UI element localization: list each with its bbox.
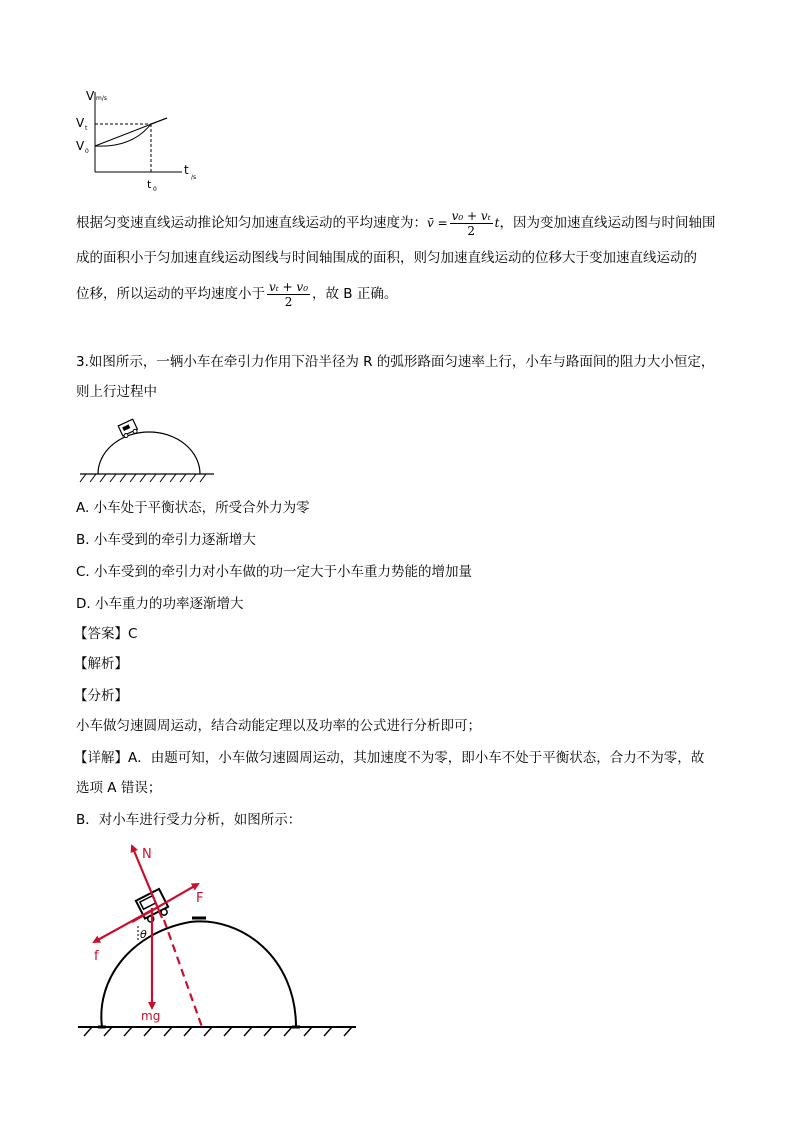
para1-line3: 位移，所以运动的平均速度小于 $\frac{\text{vₜ + v₀}}{2}$ ，故 B 正确。 xyxy=(76,279,398,309)
vt-label: V xyxy=(76,116,85,130)
label-f: f xyxy=(94,949,99,964)
car-icon xyxy=(118,419,138,438)
v0-sub: 0 xyxy=(85,148,89,155)
option-c: C. 小车受到的牵引力对小车做的功一定大于小车重力势能的增加量 xyxy=(76,564,473,580)
label-F: F xyxy=(196,891,204,906)
vt-sub: t xyxy=(85,125,88,132)
fraction-avg1: $\frac{\text{v₀ + vₜ}}{2}$ xyxy=(451,208,491,238)
t-axis-label: t xyxy=(184,163,189,177)
fenxi-heading: 【分析】 xyxy=(74,688,128,704)
v-axis-unit: m/s xyxy=(96,95,107,102)
label-mg: mg xyxy=(141,1009,161,1023)
question3-line1: 3.如图所示，一辆小车在牵引力作用下沿半径为 R 的弧形路面匀速率上行，小车与路面间的阻力大小恒定， xyxy=(76,354,715,370)
detail-line3: B．对小车进行受力分析，如图所示： xyxy=(76,812,302,828)
hill-car-figure xyxy=(74,416,224,486)
force-diagram xyxy=(70,838,370,1043)
t-axis-unit: /s xyxy=(191,174,197,181)
v-axis-label: V xyxy=(86,89,95,103)
label-theta: θ xyxy=(140,928,147,941)
para1-line2: 成的面积小于匀加速直线运动图线与时间轴围成的面积，则匀加速直线运动的位移大于变加速直线运动的 xyxy=(76,250,697,266)
option-b: B. 小车受到的牵引力逐渐增大 xyxy=(76,532,256,548)
t0-label: t xyxy=(147,178,152,191)
v0-label: V xyxy=(76,139,85,153)
vbar: v̄ = xyxy=(427,216,448,230)
option-d: D. 小车重力的功率逐渐增大 xyxy=(76,596,244,612)
label-N: N xyxy=(142,847,152,862)
analysis-heading: 【解析】 xyxy=(74,656,128,672)
para1-line1: 根据匀变速直线运动推论知匀加速直线运动的平均速度为：v̄ = $\frac{\text{v₀ + vₜ}}{2}$ t，因为变加速直线运动图与时间轴围 xyxy=(76,208,716,238)
vt-graph xyxy=(70,82,220,197)
detail-line2: 选项 A 错误； xyxy=(76,780,162,796)
radius-dashed-line xyxy=(164,920,202,1027)
answer: 【答案】C xyxy=(74,626,138,642)
detail-line1: 【详解】A．由题可知，小车做匀速圆周运动，其加速度不为零，即小车不处于平衡状态，合力不为零，故 xyxy=(74,750,705,766)
fraction-avg2: $\frac{\text{vₜ + v₀}}{2}$ xyxy=(269,279,309,309)
option-a: A. 小车处于平衡状态，所受合外力为零 xyxy=(76,500,310,516)
fenxi-text: 小车做匀速圆周运动，结合动能定理以及功率的公式进行分析即可； xyxy=(76,718,481,734)
car-icon xyxy=(136,889,171,924)
question3-line2: 则上行过程中 xyxy=(76,384,157,400)
t0-sub: 0 xyxy=(153,186,157,193)
